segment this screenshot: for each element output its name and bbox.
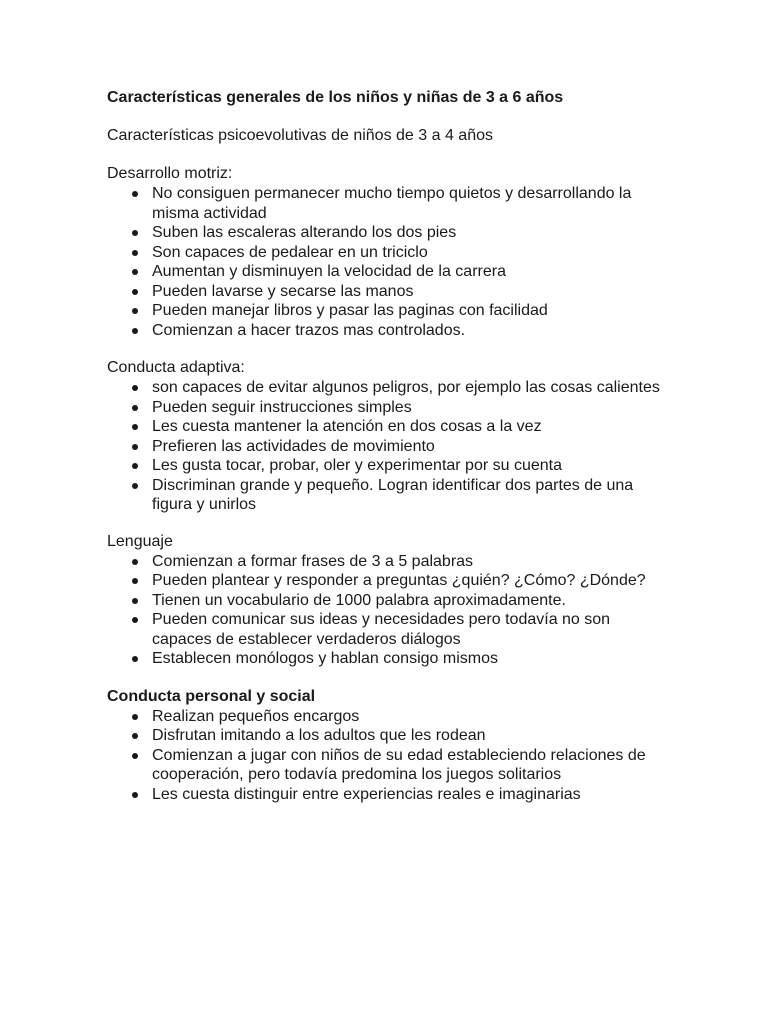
document-title: Características generales de los niños y niñas de 3 a 6 años xyxy=(107,89,564,106)
bullet-list-lenguaje xyxy=(107,552,667,669)
list-item: Comienzan a formar frases de 3 a 5 palabras xyxy=(107,552,667,572)
bullet-list-desarrollo-motriz xyxy=(107,184,667,340)
list-item: Les cuesta distinguir entre experiencias reales e imaginarias xyxy=(107,785,667,805)
section-heading-lenguaje: Lenguaje xyxy=(107,532,173,550)
list-item: Suben las escaleras alterando los dos pies xyxy=(107,223,667,243)
list-item: Realizan pequeños encargos xyxy=(107,707,667,727)
list-item: Prefieren las actividades de movimiento xyxy=(107,437,667,457)
list-item: Pueden lavarse y secarse las manos xyxy=(107,282,667,302)
list-item: Establecen monólogos y hablan consigo mismos xyxy=(107,649,667,669)
document-page xyxy=(107,88,667,804)
list-item: Disfrutan imitando a los adultos que les rodean xyxy=(107,726,667,746)
list-item: Tienen un vocabulario de 1000 palabra aproximadamente. xyxy=(107,591,667,611)
list-item: Les gusta tocar, probar, oler y experimentar por su cuenta xyxy=(107,456,667,476)
list-item: Pueden comunicar sus ideas y necesidades pero todavía no son capaces de establecer verdaderos diálogos xyxy=(107,610,667,649)
list-item: Comienzan a hacer trazos mas controlados. xyxy=(107,321,667,341)
bullet-list-conducta-personal-social xyxy=(107,707,667,805)
list-item: Pueden manejar libros y pasar las paginas con facilidad xyxy=(107,301,667,321)
list-item: Son capaces de pedalear en un triciclo xyxy=(107,243,667,263)
bullet-list-conducta-adaptiva xyxy=(107,378,667,515)
section-heading-conducta-adaptiva: Conducta adaptiva: xyxy=(107,359,245,376)
list-item: Comienzan a jugar con niños de su edad estableciendo relaciones de cooperación, pero todavía predomina los juegos solitarios xyxy=(107,746,667,785)
section-heading-desarrollo-motriz: Desarrollo motriz: xyxy=(107,165,233,182)
list-item: No consiguen permanecer mucho tiempo quietos y desarrollando la misma actividad xyxy=(107,184,667,223)
section-heading-conducta-personal-social: Conducta personal y social xyxy=(107,687,316,705)
list-item: Pueden seguir instrucciones simples xyxy=(107,398,667,418)
list-item: son capaces de evitar algunos peligros, por ejemplo las cosas calientes xyxy=(107,378,667,398)
list-item: Discriminan grande y pequeño. Logran identificar dos partes de una figura y unirlos xyxy=(107,476,667,515)
list-item: Aumentan y disminuyen la velocidad de la carrera xyxy=(107,262,667,282)
list-item: Pueden plantear y responder a preguntas ¿quién? ¿Cómo? ¿Dónde? xyxy=(107,571,667,591)
list-item: Les cuesta mantener la atención en dos cosas a la vez xyxy=(107,417,667,437)
document-subtitle: Características psicoevolutivas de niños de 3 a 4 años xyxy=(107,127,493,144)
